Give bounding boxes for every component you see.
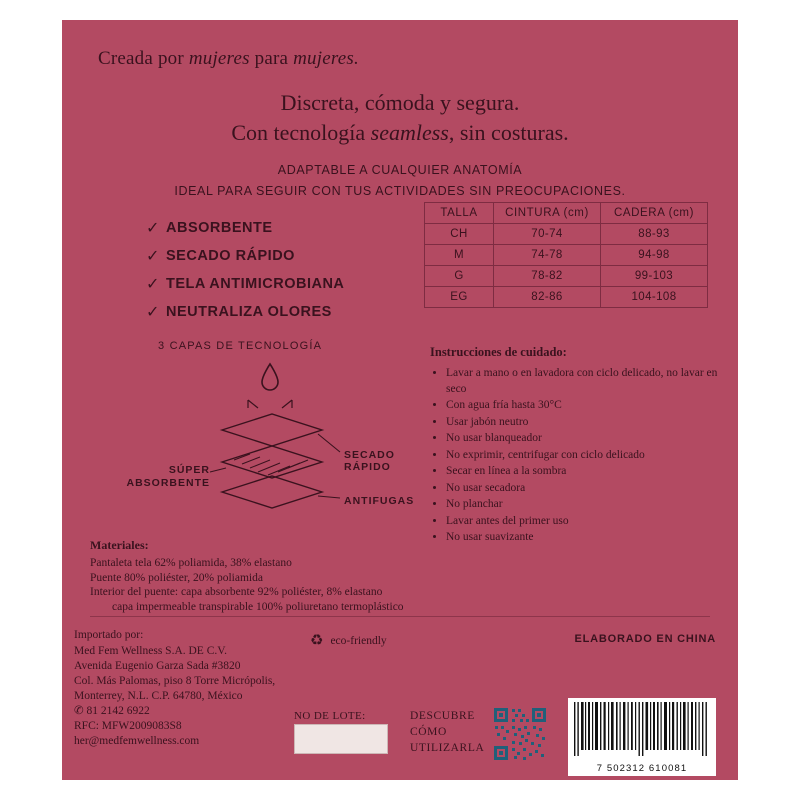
tagline-pre: Creada por: [98, 48, 189, 69]
materials-line: Puente 80% poliéster, 20% poliamida: [90, 571, 263, 584]
phone-icon: ✆: [74, 705, 84, 717]
column-header-talla: TALLA: [425, 203, 494, 224]
discover-line-2: CÓMO: [410, 726, 447, 738]
diagram-label-super-absorbente: [124, 464, 210, 490]
discover-line-1: DESCUBRE: [410, 710, 475, 722]
headline: [62, 88, 738, 148]
importer-company: Med Fem Wellness S.A. DE C.V.: [74, 645, 227, 657]
barcode-icon: [568, 698, 716, 776]
materials-section: [90, 538, 630, 614]
feature-item: [146, 274, 406, 293]
subheadline: [62, 160, 738, 202]
diagram-label-antifugas: ANTIFUGAS: [344, 495, 415, 507]
cell-talla: M: [425, 245, 494, 266]
care-item: • Secar en línea a la sombra: [446, 464, 720, 480]
cell-cintura: 82-86: [494, 287, 601, 308]
feature-list: [146, 218, 406, 330]
discover-line-3: UTILIZARLA: [410, 742, 485, 754]
care-item: • Usar jabón neutro: [446, 415, 720, 431]
headline-line-2-em: seamless: [370, 120, 449, 145]
discover-text: [410, 708, 484, 756]
recycle-icon: ♻: [310, 631, 324, 649]
column-header-cintura: CINTURA (cm): [494, 203, 601, 224]
check-icon: ✓: [146, 274, 160, 293]
tagline-em1: mujeres: [188, 48, 250, 69]
importer-address-line-2: Col. Más Palomas, piso 8 Torre Micrópolis,: [74, 675, 276, 687]
barcode-number: 7 502312 610081: [596, 763, 688, 774]
cell-cadera: 88-93: [601, 224, 708, 245]
tagline-mid: para: [249, 48, 294, 69]
cell-cintura: 78-82: [494, 266, 601, 287]
feature-label: SECADO RÁPIDO: [166, 247, 295, 264]
materials-title: Materiales:: [90, 538, 149, 552]
lot-number-label: NO DE LOTE:: [294, 710, 366, 722]
table-row: [425, 245, 708, 266]
cell-cadera: 104-108: [601, 287, 708, 308]
cell-talla: EG: [425, 287, 494, 308]
tagline: [98, 48, 359, 70]
table-row: [425, 224, 708, 245]
importer-title: Importado por:: [74, 629, 144, 641]
cell-talla: CH: [425, 224, 494, 245]
subheadline-line-2: IDEAL PARA SEGUIR CON TUS ACTIVIDADES SIN PREOCUPACIONES.: [174, 184, 626, 198]
materials-line: Interior del puente: capa absorbente 92% poliéster, 8% elastano: [90, 586, 383, 598]
cell-cintura: 74-78: [494, 245, 601, 266]
layers-diagram: [122, 356, 422, 536]
care-item: • No exprimir, centrifugar con ciclo delicado: [446, 448, 720, 464]
care-instructions-title: Instrucciones de cuidado:: [430, 345, 567, 359]
diagram-label-super: SÚPER: [168, 464, 210, 476]
subheadline-line-1: ADAPTABLE A CUALQUIER ANATOMÍA: [277, 163, 523, 177]
divider: [90, 616, 710, 617]
eco-friendly-label: eco-friendly: [330, 634, 387, 647]
cell-talla: G: [425, 266, 494, 287]
importer-phone: 81 2142 6922: [86, 705, 150, 717]
table-row: [425, 287, 708, 308]
package-back-panel: [62, 20, 738, 780]
cell-cadera: 99-103: [601, 266, 708, 287]
check-icon: ✓: [146, 218, 160, 237]
barcode-bars: [572, 702, 712, 756]
eco-friendly-badge: [310, 633, 387, 648]
feature-label: TELA ANTIMICROBIANA: [166, 275, 345, 292]
care-item: • No usar secadora: [446, 481, 720, 497]
care-item: • Lavar antes del primer uso: [446, 514, 720, 530]
lot-number-field[interactable]: [294, 724, 388, 754]
importer-rfc: RFC: MFW2009083S8: [74, 720, 182, 732]
table-header-row: [425, 203, 708, 224]
care-item: • No usar suavizante: [446, 530, 720, 546]
layers-diagram-illustration: [122, 356, 422, 536]
size-chart-table: [424, 202, 708, 308]
headline-line-1: Discreta, cómoda y segura.: [280, 90, 520, 115]
feature-label: NEUTRALIZA OLORES: [166, 303, 332, 320]
diagram-title: 3 CAPAS DE TECNOLOGÍA: [158, 340, 323, 352]
care-instructions-list: [430, 366, 720, 546]
feature-label: ABSORBENTE: [166, 219, 273, 236]
made-in-label: ELABORADO EN CHINA: [574, 633, 716, 645]
materials-line: Pantaleta tela 62% poliamida, 38% elastano: [90, 557, 292, 569]
feature-item: [146, 218, 406, 237]
care-item: • No planchar: [446, 497, 720, 513]
check-icon: ✓: [146, 302, 160, 321]
importer-address-line-1: Avenida Eugenio Garza Sada #3820: [74, 660, 241, 672]
check-icon: ✓: [146, 246, 160, 265]
diagram-label-secado-rapido: SECADO RÁPIDO: [344, 449, 395, 473]
materials-line: capa impermeable transpirable 100% poliuretano termoplástico: [112, 600, 404, 613]
care-item: • Lavar a mano o en lavadora con ciclo delicado, no lavar en seco: [446, 366, 720, 397]
importer-email: her@medfemwellness.com: [74, 735, 200, 747]
table-row: [425, 266, 708, 287]
cell-cadera: 94-98: [601, 245, 708, 266]
diagram-label-absorbente: ABSORBENTE: [126, 477, 210, 489]
care-instructions: [430, 345, 720, 547]
feature-item: [146, 246, 406, 265]
care-item: • Con agua fría hasta 30°C: [446, 398, 720, 414]
headline-line-2-pre: Con tecnología: [231, 120, 371, 145]
tagline-em2: mujeres.: [293, 48, 359, 69]
headline-line-2: [62, 118, 738, 148]
column-header-cadera: CADERA (cm): [601, 203, 708, 224]
feature-item: [146, 302, 406, 321]
qr-code-icon[interactable]: [492, 706, 548, 762]
cell-cintura: 70-74: [494, 224, 601, 245]
importer-address-line-3: Monterrey, N.L. C.P. 64780, México: [74, 690, 243, 702]
care-item: • No usar blanqueador: [446, 431, 720, 447]
headline-line-2-post: , sin costuras.: [448, 120, 569, 145]
